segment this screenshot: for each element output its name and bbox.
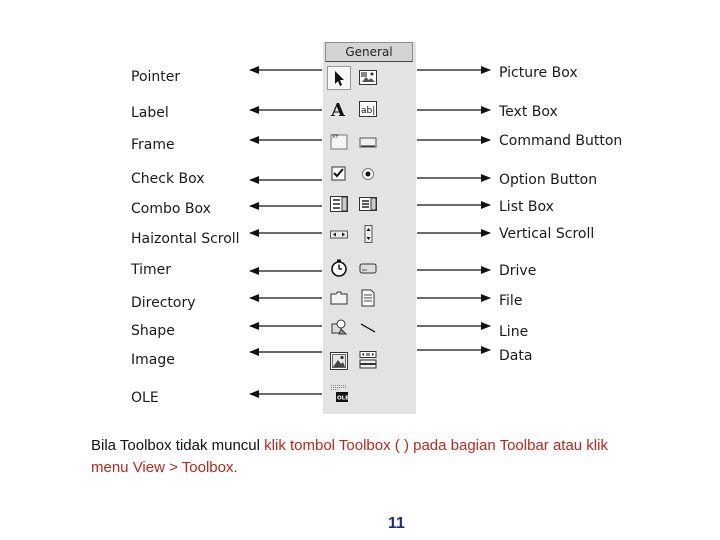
pointer-arrow-icon[interactable] [327, 66, 351, 90]
caption-part-3: menu View > Toolbox. [91, 459, 238, 476]
label-label: Label [131, 105, 169, 121]
label-text-box: Text Box [499, 104, 558, 120]
label-command-button: Command Button [499, 133, 623, 149]
label-check-box: Check Box [131, 171, 205, 187]
toolbox-panel [323, 42, 416, 414]
text-box-icon[interactable] [358, 99, 378, 119]
label-directory: Directory [131, 295, 196, 311]
label-icon[interactable] [329, 99, 349, 119]
toolbox-header-general[interactable]: General [325, 42, 413, 62]
data-icon[interactable] [358, 350, 378, 370]
label-frame: Frame [131, 137, 175, 153]
shape-icon[interactable] [329, 317, 349, 337]
svg-text:A: A [331, 100, 345, 119]
label-picture-box: Picture Box [499, 65, 578, 81]
command-button-icon[interactable] [358, 132, 378, 152]
check-box-icon[interactable] [329, 164, 349, 184]
caption-part-1: Bila Toolbox tidak muncul [91, 437, 265, 454]
label-line: Line [499, 324, 529, 340]
image-icon[interactable] [329, 351, 349, 371]
label-list-box: List Box [499, 199, 554, 215]
frame-icon[interactable] [329, 131, 349, 151]
svg-text:ab|: ab| [361, 106, 376, 116]
vertical-scroll-icon[interactable] [358, 224, 378, 244]
drive-icon[interactable] [358, 258, 378, 278]
caption-part-2: klik tombol Toolbox ( ) pada bagian Toolbar atau klik [264, 437, 608, 454]
label-horizontal-scroll: Haizontal Scroll [131, 231, 240, 247]
file-icon[interactable] [358, 288, 378, 308]
svg-text:XY: XY [332, 134, 339, 140]
label-image: Image [131, 352, 175, 368]
label-drive: Drive [499, 263, 537, 279]
horizontal-scroll-icon[interactable] [329, 224, 349, 244]
svg-text:OLE: OLE [337, 395, 349, 402]
label-ole: OLE [131, 390, 159, 406]
combo-box-icon[interactable] [329, 194, 349, 214]
label-pointer: Pointer [131, 69, 181, 85]
timer-icon[interactable] [329, 258, 349, 278]
ole-icon[interactable] [329, 384, 349, 404]
label-combo-box: Combo Box [131, 201, 211, 217]
page-number: 11 [388, 515, 405, 532]
label-option-button: Option Button [499, 172, 598, 188]
option-button-icon[interactable] [358, 164, 378, 184]
picture-box-icon[interactable] [358, 68, 378, 88]
label-vertical-scroll: Vertical Scroll [499, 226, 595, 242]
label-timer: Timer [131, 262, 172, 278]
caption [91, 435, 691, 479]
directory-icon[interactable] [329, 288, 349, 308]
line-icon[interactable] [358, 317, 378, 337]
label-shape: Shape [131, 323, 175, 339]
label-data: Data [499, 348, 533, 364]
list-box-icon[interactable] [358, 194, 378, 214]
label-file: File [499, 293, 523, 309]
